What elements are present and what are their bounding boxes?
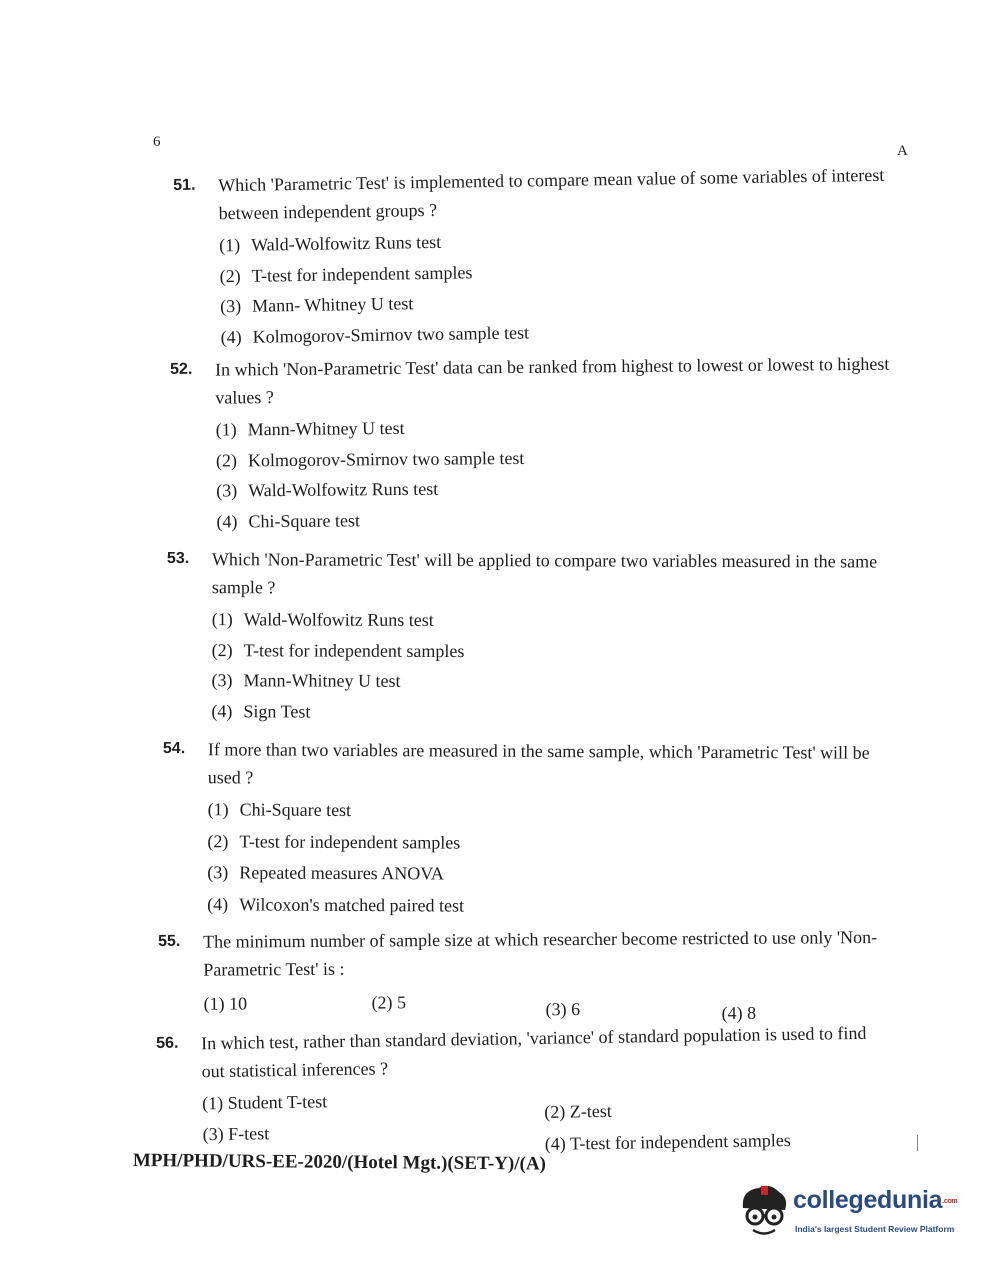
set-letter: A (897, 143, 908, 159)
option-4: (4) Kolmogorov-Smirnov two sample test (220, 321, 530, 347)
collegedunia-watermark (735, 1180, 960, 1240)
option-text: Kolmogorov-Smirnov two sample test (252, 321, 530, 347)
page-number: 6 (153, 134, 161, 150)
margin-mark (917, 1135, 918, 1151)
brand-name: collegedunia.com (793, 1186, 958, 1214)
option-text: Wald-Wolfowitz Runs test (243, 609, 434, 630)
question-53 (166, 545, 902, 729)
option-4: (4) Wilcoxon's matched paired test (207, 893, 465, 916)
question-56 (156, 1018, 893, 1160)
option-3: (3) Mann- Whitney U test (219, 293, 414, 317)
option-1: (1) Wald-Wolfowitz Runs test (211, 609, 434, 630)
option-1: (1) 10 (203, 993, 248, 1014)
option-2: (2) T-test for independent samples (219, 261, 473, 286)
option-text: Chi-Square test (248, 509, 361, 531)
option-2: (2) 5 (371, 992, 407, 1013)
option-text: T-test for independent samples (243, 639, 465, 661)
option-text: Wilcoxon's matched paired test (239, 893, 465, 916)
option-3: (3) Repeated measures ANOVA (207, 862, 444, 884)
question-text: In which 'Non-Parametric Test' data can be ranked from highest to lowest or lowest to highest values ? (215, 353, 890, 408)
options-list (203, 985, 893, 1022)
question-number: 56. (156, 1034, 179, 1052)
option-4: (4) Sign Test (211, 700, 311, 722)
option-text: Student T-test (227, 1091, 328, 1113)
option-text: T-test for independent samples (239, 830, 461, 853)
option-2: (2) Z-test (544, 1100, 612, 1122)
option-text: Wald-Wolfowitz Runs test (250, 231, 442, 255)
question-text: Which 'Parametric Test' is implemented to compare mean value of some variables of interest between independent groups ? (218, 164, 885, 224)
option-text: 10 (228, 993, 248, 1014)
option-1: (1) Chi-Square test (207, 799, 352, 820)
option-text: T-test for independent samples (569, 1130, 791, 1154)
option-1: (1) Student T-test (201, 1091, 328, 1114)
option-1: (1) Mann-Whitney U test (215, 417, 405, 440)
option-text: 8 (747, 1002, 757, 1023)
question-55 (158, 923, 894, 1022)
option-text: 5 (396, 992, 407, 1013)
question-51 (173, 160, 911, 353)
question-number: 52. (170, 360, 193, 378)
option-3: (3) 6 (545, 999, 581, 1020)
question-number: 51. (173, 176, 196, 194)
option-text: Chi-Square test (239, 799, 352, 820)
option-3: (3) Mann-Whitney U test (211, 670, 401, 691)
option-2: (2) T-test for independent samples (211, 639, 465, 661)
mascot-face-icon (735, 1180, 795, 1240)
option-text: 6 (571, 999, 581, 1020)
options-list (207, 794, 898, 924)
exam-code-footer: MPH/PHD/URS-EE-2020/(Hotel Mgt.)(SET-Y)/(A) (132, 1150, 547, 1175)
question-number: 53. (166, 550, 190, 568)
option-3: (3) F-test (202, 1123, 270, 1145)
question-54 (162, 735, 898, 924)
option-text: T-test for independent samples (251, 261, 473, 286)
question-text: The minimum number of sample size at which researcher become restricted to use only 'Non-Parametric Test' is : (203, 926, 878, 980)
option-2: (2) Kolmogorov-Smirnov two sample test (215, 447, 525, 471)
brand-tagline: India's largest Student Review Platform (795, 1224, 955, 1234)
question-text: Which 'Non-Parametric Test' will be applied to compare two variables measured in the same sample ? (211, 549, 878, 598)
option-text: Mann- Whitney U test (251, 293, 414, 316)
option-text: Z-test (569, 1100, 612, 1122)
option-1: (1) Wald-Wolfowitz Runs test (218, 231, 442, 256)
option-text: Repeated measures ANOVA (239, 862, 444, 884)
options-list (211, 604, 901, 728)
option-2: (2) T-test for independent samples (207, 830, 461, 853)
option-3: (3) Wald-Wolfowitz Runs test (216, 478, 439, 501)
option-text: Mann-Whitney U test (247, 417, 405, 440)
question-text: If more than two variables are measured in the same sample, which 'Parametric Test' will be used ? (207, 739, 870, 788)
option-text: Mann-Whitney U test (243, 670, 401, 691)
option-4: (4) 8 (721, 1002, 757, 1024)
question-52 (170, 350, 907, 537)
option-text: Wald-Wolfowitz Runs test (248, 478, 439, 501)
brand-domain: .com (942, 1197, 958, 1205)
option-4: (4) T-test for independent samples (544, 1130, 791, 1154)
option-text: F-test (227, 1123, 270, 1144)
options-list (219, 219, 911, 352)
options-list (216, 409, 907, 537)
question-number: 54. (162, 739, 186, 758)
option-text: Sign Test (243, 700, 311, 722)
option-text: Kolmogorov-Smirnov two sample test (247, 447, 525, 470)
question-number: 55. (158, 932, 181, 950)
option-4: (4) Chi-Square test (216, 509, 361, 532)
question-text: In which test, rather than standard deviation, 'variance' of standard population is used to find out statistical inferences ? (201, 1022, 867, 1082)
options-list (202, 1078, 893, 1159)
